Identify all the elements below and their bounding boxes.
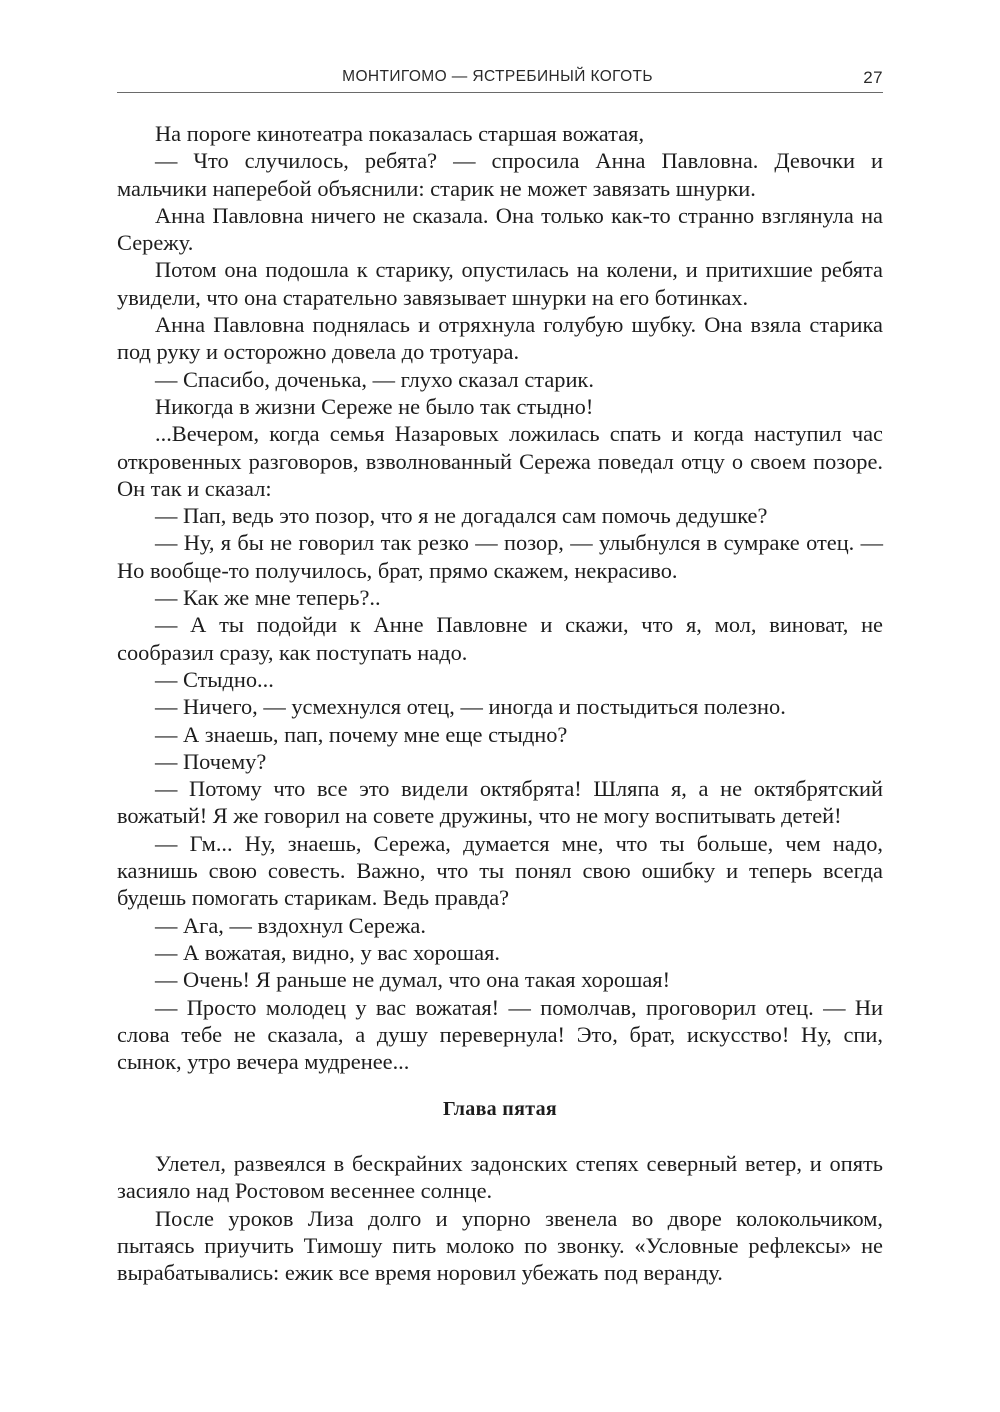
paragraph: — А ты подойди к Анне Павловне и скажи, что я, мол, виноват, не сообразил сразу, как поступать надо.: [117, 612, 883, 665]
paragraph: — Что случилось, ребята? — спросила Анна Павловна. Девочки и мальчики наперебой объяснили: старик не может завязать шнурки.: [117, 148, 883, 201]
chapter-body-text: [117, 1150, 883, 1286]
paragraph: ...Вечером, когда семья Назаровых ложилась спать и когда наступил час откровенных разговоров, взволнованный Сережа поведал отцу о своем позоре. Он так и сказал:: [117, 421, 883, 501]
paragraph: Анна Павловна ничего не сказала. Она только как-то странно взглянула на Сережу.: [117, 202, 883, 256]
paragraph: — Очень! Я раньше не думал, что она такая хорошая!: [155, 967, 671, 993]
paragraph: — Пап, ведь это позор, что я не догадался сам помочь дедушке?: [155, 503, 768, 529]
paragraph: — А вожатая, видно, у вас хорошая.: [155, 939, 500, 965]
body-text: [117, 120, 883, 1075]
paragraph: — Потому что все это видели октябрята! Шляпа я, а не октябрятский вожатый! Я же говорил на совете дружины, что не могу воспитывать детей!: [117, 776, 883, 829]
paragraph: Улетел, развеялся в бескрайних задонских степях северный ветер, и опять засияло над Ростовом весеннее солнце.: [117, 1151, 883, 1204]
paragraph: — Почему?: [155, 748, 267, 774]
page-number: 27: [863, 68, 883, 87]
paragraph: — Стыдно...: [155, 666, 274, 692]
running-header: [117, 66, 883, 93]
running-title: МОНТИГОМО — ЯСТРЕБИНЫЙ КОГОТЬ: [342, 68, 653, 85]
paragraph: — Как же мне теперь?..: [155, 585, 381, 611]
paragraph: После уроков Лиза долго и упорно звенела во дворе колокольчиком, пытаясь приучить Тимошу пить молоко по звонку. «Условные рефлексы» не вырабатывались: ежик все время норовил убежать под веранду.: [117, 1205, 883, 1286]
paragraph: — Ничего, — усмехнулся отец, — иногда и постыдиться полезно.: [155, 694, 786, 720]
paragraph: — Просто молодец у вас вожатая! — помолчав, проговорил отец. — Ни слова тебе не сказала, а душу перевернула! Это, брат, искусство! Ну, спи, сынок, утро вечера мудренее...: [117, 994, 883, 1075]
chapter-heading: Глава пятая: [442, 1098, 558, 1120]
paragraph: Никогда в жизни Сереже не было так стыдно!: [155, 393, 594, 419]
paragraph: Анна Павловна поднялась и отряхнула голубую шубку. Она взяла старика под руку и осторожно довела до тротуара.: [117, 312, 883, 365]
paragraph: — А знаешь, пап, почему мне еще стыдно?: [155, 721, 568, 747]
paragraph: — Спасибо, доченька, — глухо сказал старик.: [155, 366, 594, 392]
paragraph: — Ну, я бы не говорил так резко — позор, — улыбнулся в сумраке отец. — Но вообще-то получилось, брат, прямо скажем, некрасиво.: [117, 530, 883, 583]
paragraph: Потом она подошла к старику, опустилась на колени, и притихшие ребята увидели, что она старательно завязывает шнурки на его ботинках.: [117, 257, 883, 310]
paragraph: На пороге кинотеатра показалась старшая вожатая,: [155, 121, 645, 146]
paragraph: — Ага, — вздохнул Сережа.: [155, 912, 426, 938]
paragraph: — Гм... Ну, знаешь, Сережа, думается мне, что ты больше, чем надо, казнишь свою совесть. Важно, что ты понял свою ошибку и теперь всегда будешь помогать старикам. Ведь правда?: [117, 830, 883, 911]
